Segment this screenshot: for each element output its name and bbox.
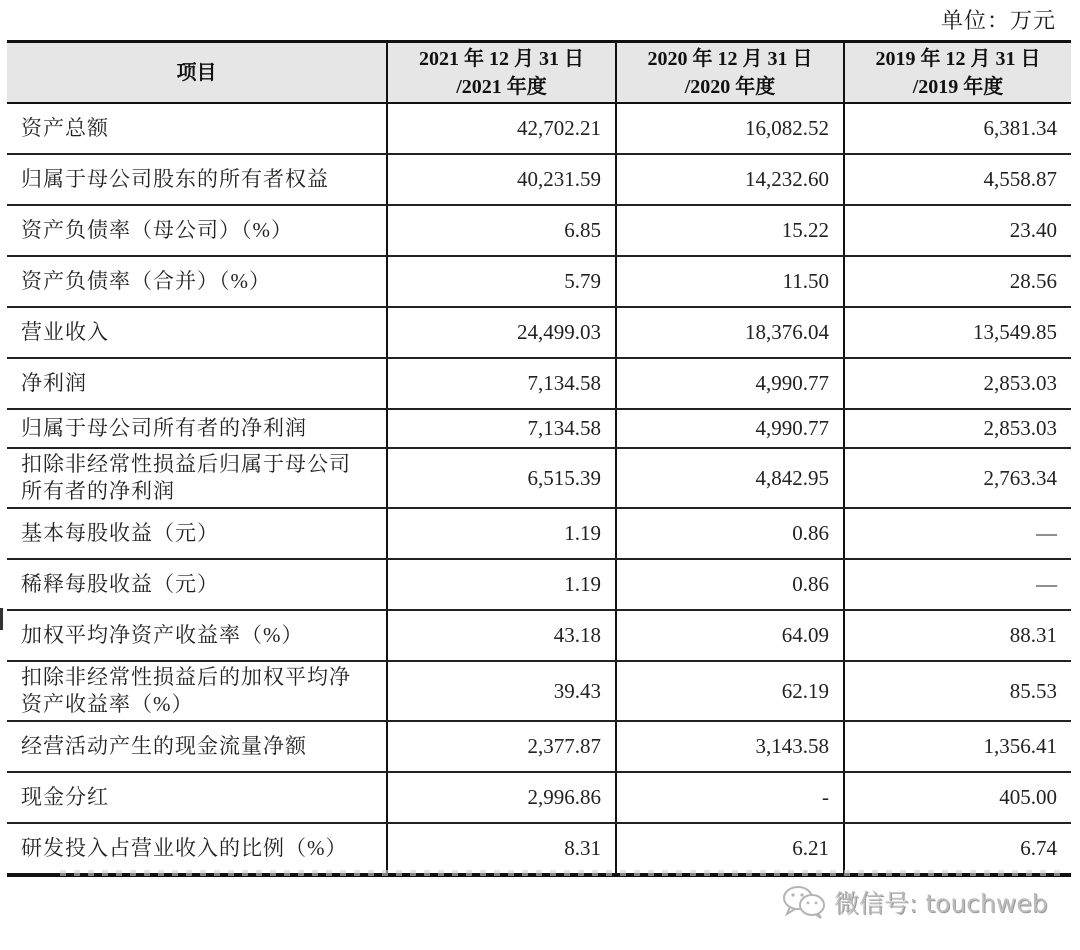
value-2021: 7,134.58 <box>387 358 616 409</box>
value-2019: 85.53 <box>844 661 1071 721</box>
table-row <box>7 772 1071 823</box>
value-2021: 7,134.58 <box>387 409 616 448</box>
watermark-text: 微信号: touchweb <box>834 889 1048 918</box>
value-2021: 2,377.87 <box>387 721 616 772</box>
value-2019: 2,853.03 <box>844 358 1071 409</box>
row-label: 资产负债率（合并）（%） <box>7 256 387 307</box>
value-2019: 2,763.34 <box>844 448 1071 508</box>
row-label: 现金分红 <box>7 772 387 823</box>
row-label: 加权平均净资产收益率（%） <box>7 610 387 661</box>
value-2019: 6.74 <box>844 823 1071 875</box>
row-label: 研发投入占营业收入的比例（%） <box>21 836 348 860</box>
value-2019: 23.40 <box>844 205 1071 256</box>
value-2020: 4,842.95 <box>616 448 844 508</box>
value-2021: 1.19 <box>387 508 616 559</box>
value-2021: 6.85 <box>387 205 616 256</box>
table-row <box>7 358 1071 409</box>
value-2020: 3,143.58 <box>616 721 844 772</box>
value-2021: 24,499.03 <box>387 307 616 358</box>
table-row <box>7 256 1071 307</box>
table-row <box>7 448 1071 508</box>
table-header-row <box>7 42 1071 104</box>
header-2021: 2021 年 12 月 31 日 /2021 年度 <box>387 42 616 104</box>
header-2019: 2019 年 12 月 31 日 /2019 年度 <box>844 42 1071 104</box>
value-2020: 14,232.60 <box>616 154 844 205</box>
value-2020: 64.09 <box>616 610 844 661</box>
table-row <box>7 154 1071 205</box>
row-label: 资产总额 <box>7 103 387 154</box>
value-2019: — <box>844 559 1071 610</box>
value-2021: 8.31 <box>387 823 616 875</box>
table-row <box>7 823 1071 875</box>
row-label: 扣除非经常性损益后的加权平均净资产收益率（%） <box>7 661 387 721</box>
value-2021: 6,515.39 <box>387 448 616 508</box>
value-2020: 4,990.77 <box>616 358 844 409</box>
value-2021: 40,231.59 <box>387 154 616 205</box>
value-2019: 13,549.85 <box>844 307 1071 358</box>
wechat-icon <box>782 885 828 919</box>
watermark <box>782 884 1048 920</box>
table-row <box>7 307 1071 358</box>
table-row <box>7 508 1071 559</box>
row-label: 稀释每股收益（元） <box>7 559 387 610</box>
row-label: 净利润 <box>7 358 387 409</box>
value-2020: 62.19 <box>616 661 844 721</box>
value-2020: 15.22 <box>616 205 844 256</box>
value-2019: 6,381.34 <box>844 103 1071 154</box>
row-label: 归属于母公司股东的所有者权益 <box>7 154 387 205</box>
value-2019: 405.00 <box>844 772 1071 823</box>
value-2020: 6.21 <box>616 823 844 875</box>
unit-label: 单位：万元 <box>940 8 1056 33</box>
table-row <box>7 610 1071 661</box>
value-2020: 0.86 <box>616 559 844 610</box>
value-2020: 4,990.77 <box>616 409 844 448</box>
value-2019: 1,356.41 <box>844 721 1071 772</box>
table-row <box>7 721 1071 772</box>
row-label: 营业收入 <box>7 307 387 358</box>
value-2020: 18,376.04 <box>616 307 844 358</box>
value-2021: 1.19 <box>387 559 616 610</box>
value-2020: 11.50 <box>616 256 844 307</box>
row-label: 经营活动产生的现金流量净额 <box>7 721 387 772</box>
table-row <box>7 103 1071 154</box>
value-2019: 4,558.87 <box>844 154 1071 205</box>
row-label: 归属于母公司所有者的净利润 <box>7 409 387 448</box>
row-label: 扣除非经常性损益后归属于母公司所有者的净利润 <box>7 448 387 508</box>
table-row <box>7 661 1071 721</box>
header-item: 项目 <box>7 42 387 104</box>
value-2021: 43.18 <box>387 610 616 661</box>
value-2021: 42,702.21 <box>387 103 616 154</box>
financial-summary-table <box>7 40 1071 877</box>
footnote-cutoff <box>60 870 1060 876</box>
value-2021: 5.79 <box>387 256 616 307</box>
value-2021: 2,996.86 <box>387 772 616 823</box>
value-2021: 39.43 <box>387 661 616 721</box>
value-2019: 88.31 <box>844 610 1071 661</box>
value-2019: 2,853.03 <box>844 409 1071 448</box>
financial-summary-table-container <box>7 40 1071 877</box>
table-row <box>7 559 1071 610</box>
margin-mark <box>0 608 3 630</box>
table-row <box>7 409 1071 448</box>
value-2019: 28.56 <box>844 256 1071 307</box>
row-label: 资产负债率（母公司）（%） <box>7 205 387 256</box>
value-2020: - <box>616 772 844 823</box>
header-2020: 2020 年 12 月 31 日 /2020 年度 <box>616 42 844 104</box>
value-2019: — <box>844 508 1071 559</box>
value-2020: 16,082.52 <box>616 103 844 154</box>
value-2020: 0.86 <box>616 508 844 559</box>
table-row <box>7 205 1071 256</box>
row-label: 基本每股收益（元） <box>7 508 387 559</box>
